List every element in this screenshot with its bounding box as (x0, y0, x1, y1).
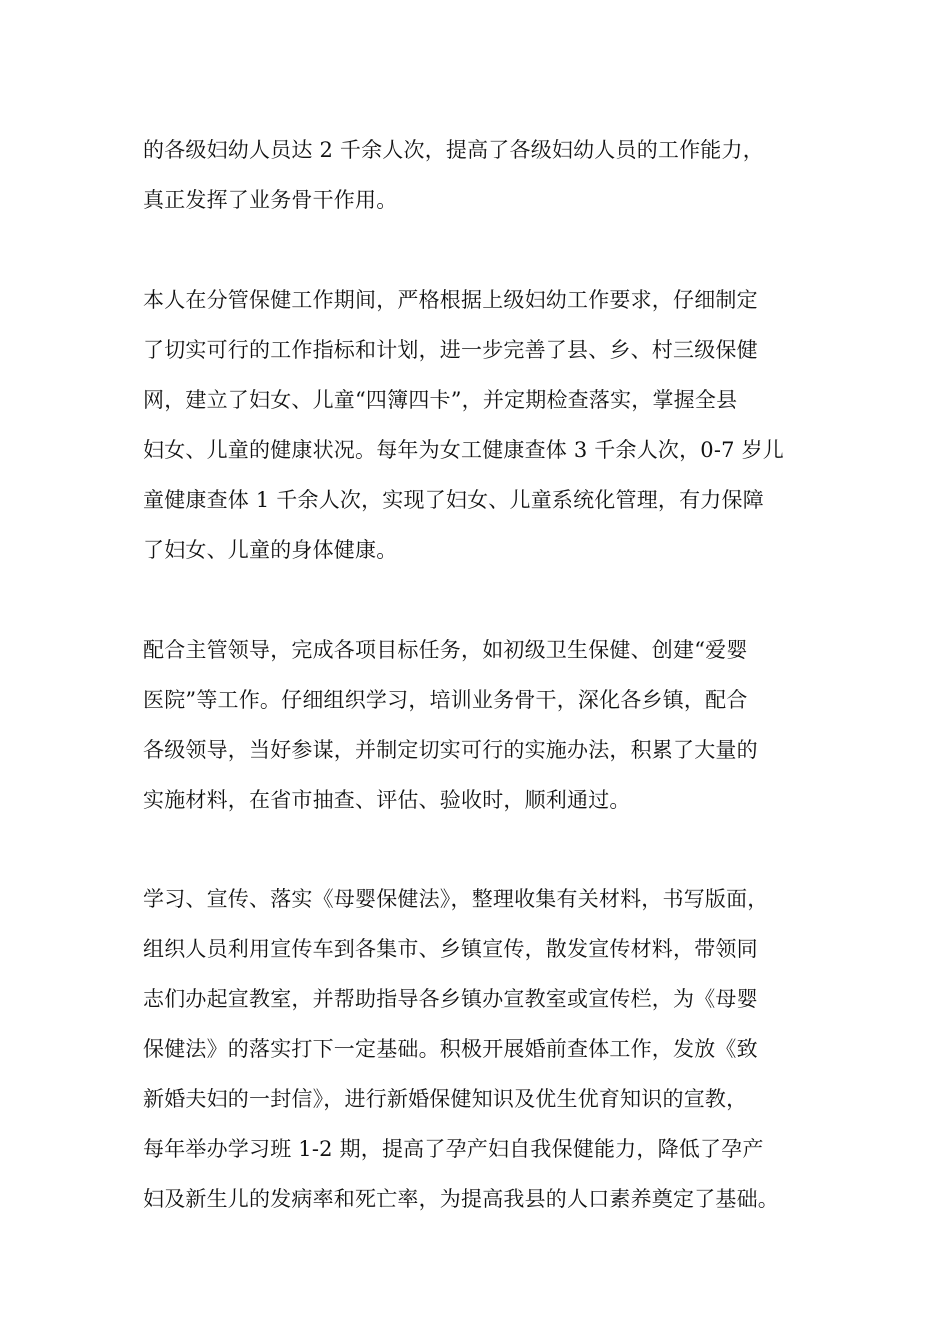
text-line: 医院”等工作。仔细组织学习，培训业务骨干，深化各乡镇，配合 (143, 688, 748, 712)
text-line: 实施材料，在省市抽查、评估、验收时，顺利通过。 (143, 788, 631, 812)
text-line: 本人在分管保健工作期间，严格根据上级妇幼工作要求，仔细制定 (143, 288, 758, 312)
paragraph-2 (143, 275, 833, 575)
paragraph-1 (143, 125, 833, 225)
text-line: 组织人员利用宣传车到各集市、乡镇宣传，散发宣传材料，带领同 (143, 937, 758, 961)
text-line: 新婚夫妇的一封信》，进行新婚保健知识及优生优育知识的宣教， (143, 1087, 748, 1111)
text-line: 每年举办学习班 1-2 期，提高了孕产妇自我保健能力，降低了孕产 (143, 1137, 764, 1161)
text-line: 志们办起宣教室，并帮助指导各乡镇办宣教室或宣传栏，为《母婴 (143, 987, 758, 1011)
paragraph-3 (143, 625, 833, 825)
text-line: 了妇女、儿童的身体健康。 (143, 538, 398, 562)
text-line: 保健法》的落实打下一定基础。积极开展婚前查体工作，发放《致 (143, 1037, 758, 1061)
text-line: 真正发挥了业务骨干作用。 (143, 188, 398, 212)
text-line: 配合主管领导，完成各项目标任务，如初级卫生保健、创建“爱婴 (143, 638, 748, 662)
paragraph-4 (143, 874, 833, 1224)
text-line: 网，建立了妇女、儿童“四簿四卡”，并定期检查落实，掌握全县 (143, 388, 738, 412)
text-line: 了切实可行的工作指标和计划，进一步完善了县、乡、村三级保健 (143, 338, 758, 362)
text-line: 妇及新生儿的发病率和死亡率，为提高我县的人口素养奠定了基础。 (143, 1187, 779, 1211)
text-line: 学习、宣传、落实《母婴保健法》，整理收集有关材料，书写版面， (143, 887, 769, 911)
text-line: 的各级妇幼人员达 2 千余人次，提高了各级妇幼人员的工作能力， (143, 138, 764, 162)
text-line: 各级领导，当好参谋，并制定切实可行的实施办法，积累了大量的 (143, 738, 758, 762)
text-line: 妇女、儿童的健康状况。每年为女工健康查体 3 千余人次，0-7 岁儿 (143, 438, 785, 462)
text-line: 童健康查体 1 千余人次，实现了妇女、儿童系统化管理，有力保障 (143, 488, 764, 512)
